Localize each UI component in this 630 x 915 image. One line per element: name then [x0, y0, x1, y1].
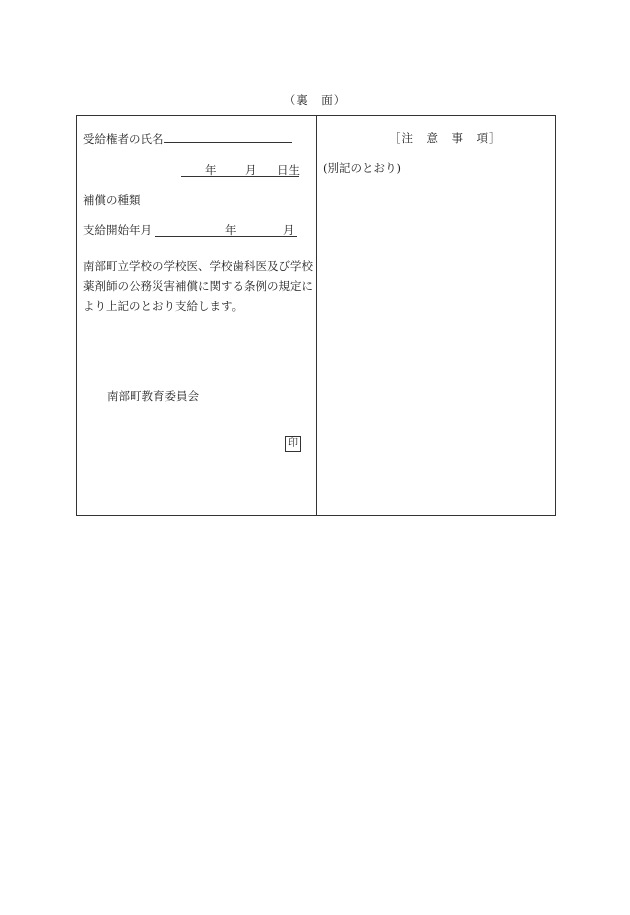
notes-heading: ［注 意 事 項］	[389, 131, 502, 145]
start-date-label: 支給開始年月	[83, 223, 152, 237]
birth-month-label: 月	[245, 163, 257, 177]
compensation-type-label: 補償の種類	[83, 193, 141, 207]
birth-date-row[interactable]	[181, 162, 299, 177]
notes-text: (別記のとおり)	[323, 161, 401, 175]
start-date-field[interactable]	[155, 222, 297, 237]
recipient-name-label: 受給権者の氏名	[83, 132, 164, 146]
page-header-reverse-side: （裏 面）	[283, 93, 347, 107]
birth-day-label: 日生	[277, 163, 300, 177]
form-table	[76, 115, 556, 516]
start-year-label: 年	[225, 223, 237, 237]
start-date-row	[83, 222, 152, 238]
birth-year-label: 年	[205, 163, 217, 177]
right-panel	[317, 116, 555, 515]
start-month-label: 月	[283, 223, 295, 237]
recipient-name-row	[83, 130, 292, 147]
recipient-name-field[interactable]	[164, 130, 292, 143]
left-panel	[77, 116, 317, 515]
seal-stamp: 印	[285, 436, 301, 452]
payment-statement: 南部町立学校の学校医、学校歯科医及び学校薬剤師の公務災害補償に関する条例の規定により上記のとおり支給します。	[83, 259, 313, 313]
issuer-name: 南部町教育委員会	[107, 389, 199, 403]
